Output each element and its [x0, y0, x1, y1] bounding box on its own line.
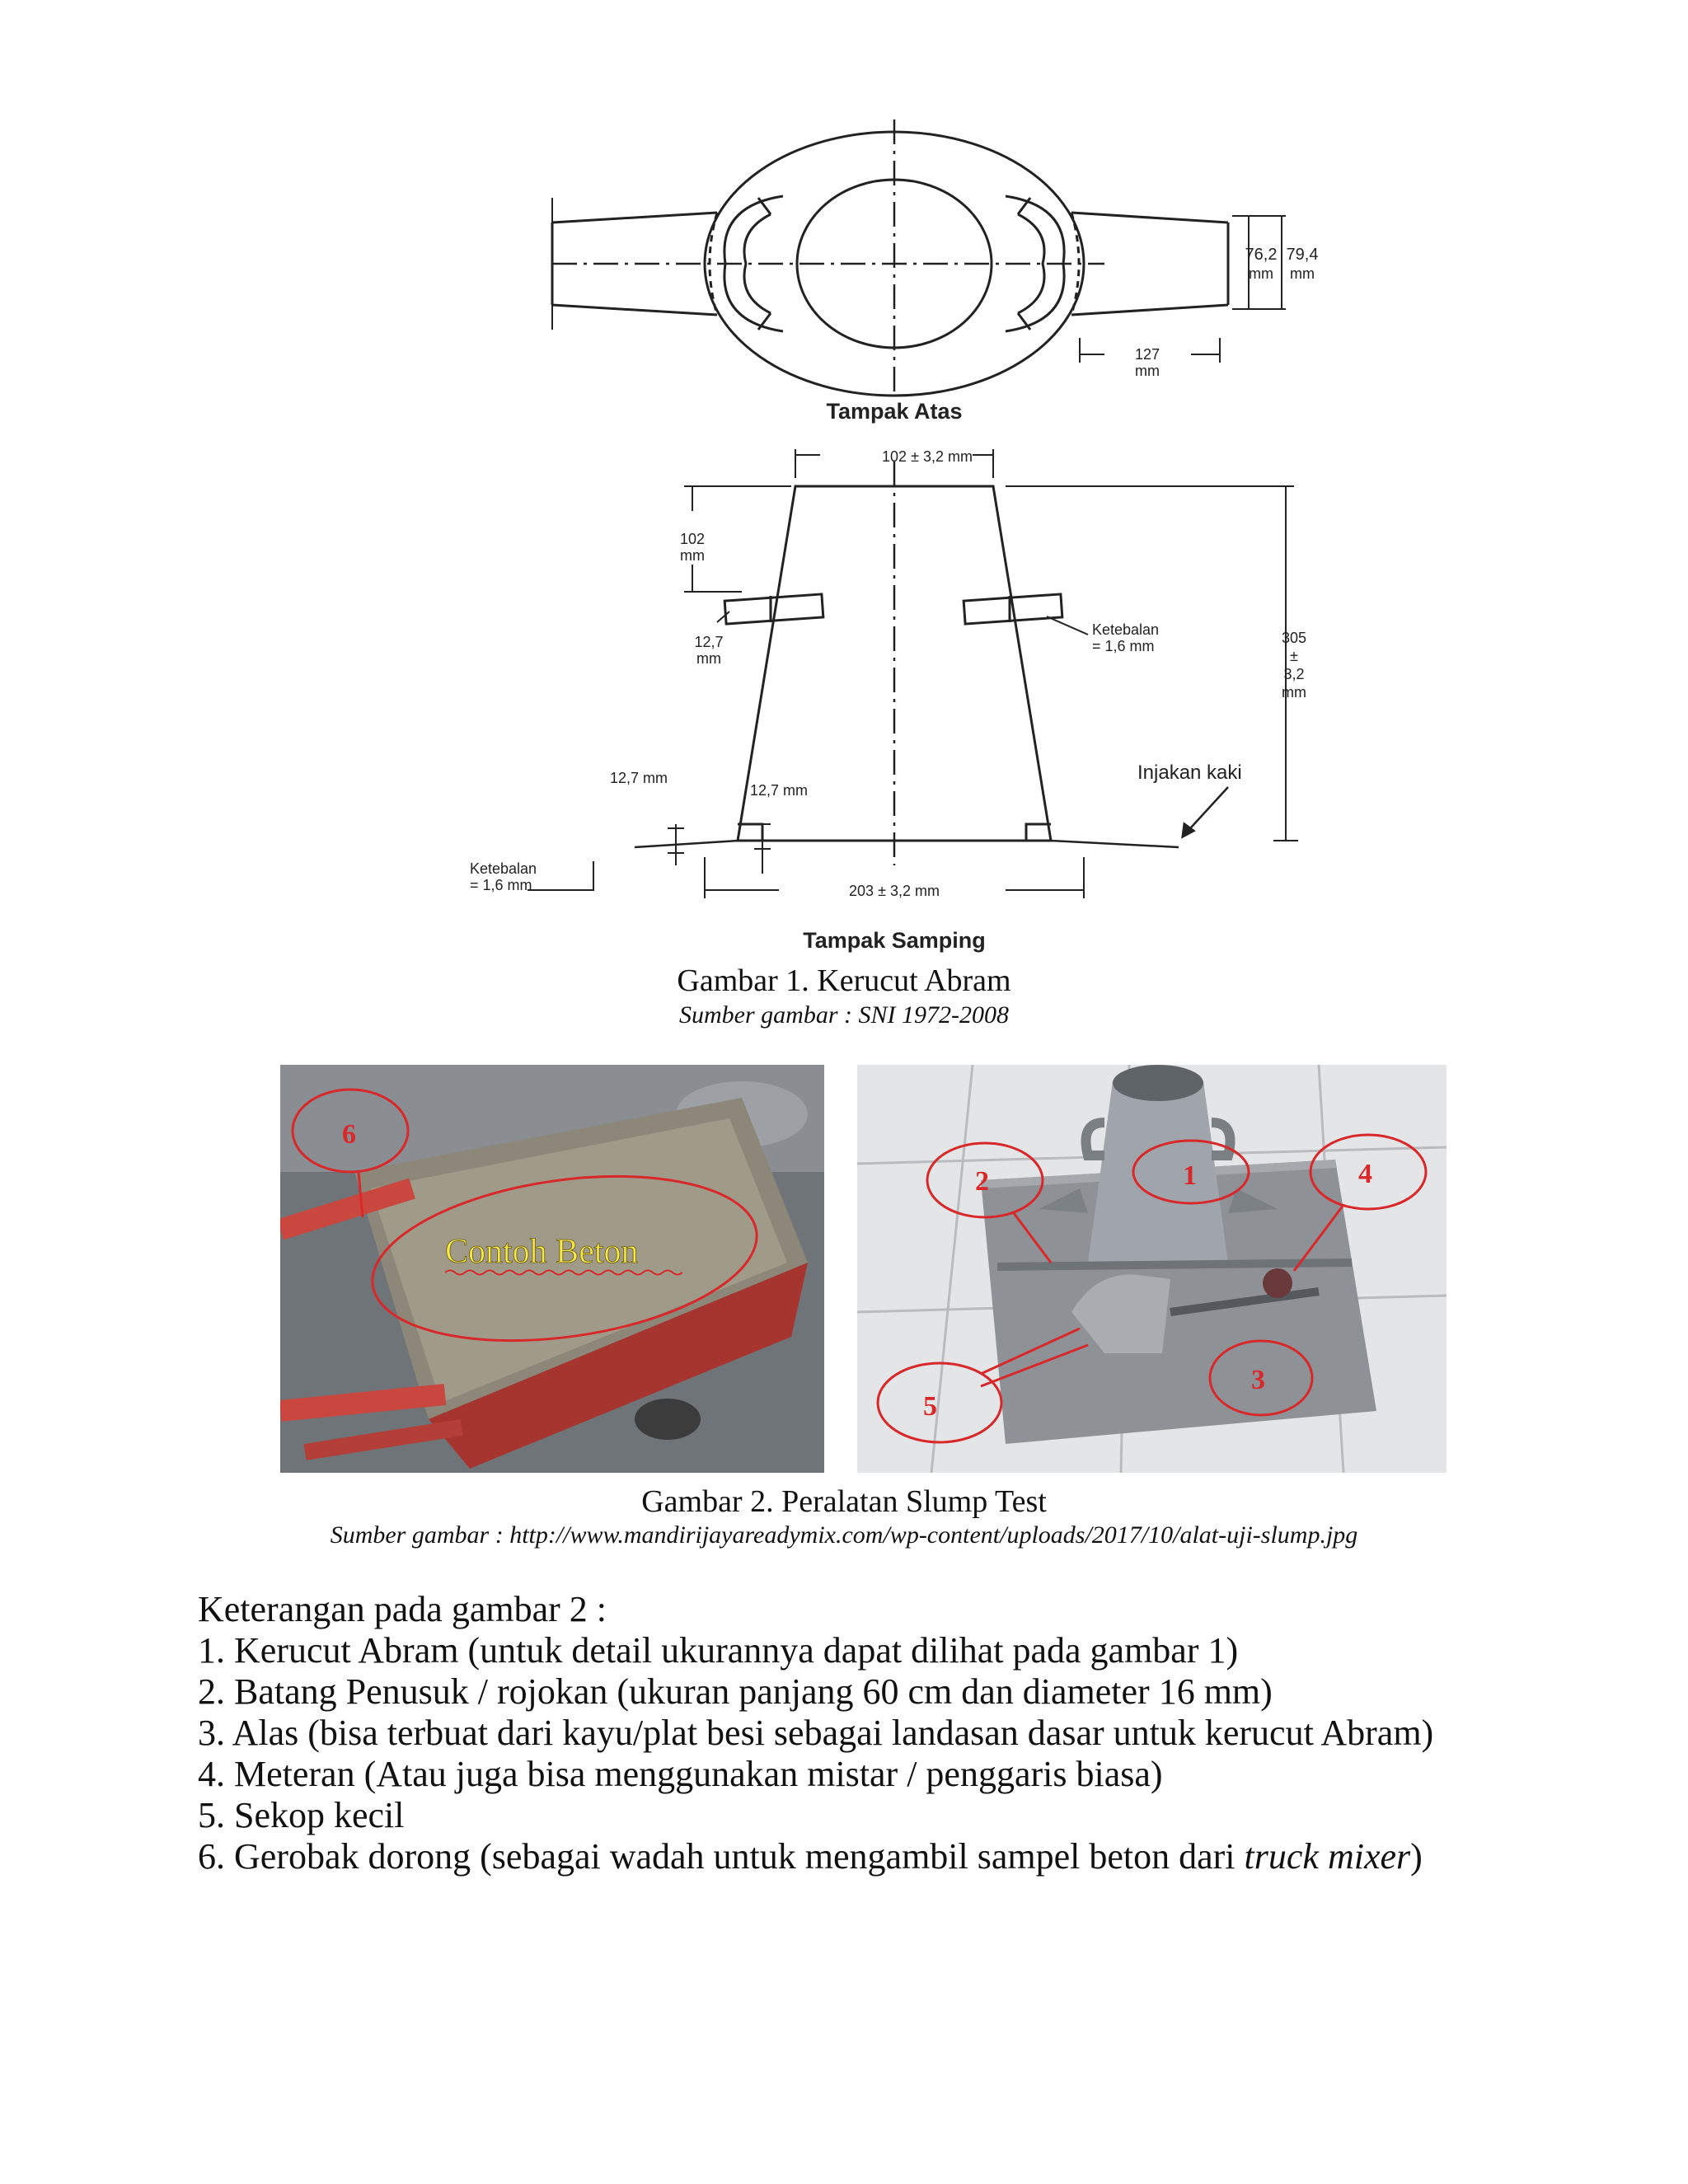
dim-12-7-mid: 12,7 mm	[750, 782, 809, 799]
dim-76-2-value: 76,2	[1245, 246, 1278, 264]
foot-label: Injakan kaki	[1137, 762, 1242, 784]
dim-305-pm: ±	[1290, 648, 1298, 664]
dim-bottom-width: 203 ± 3,2 mm	[849, 883, 940, 899]
legend-item-2: 2. Batang Penusuk / rojokan (ukuran panjang 60 cm dan diameter 16 mm)	[198, 1671, 1273, 1712]
thickness-label: Ketebalan	[1092, 621, 1160, 638]
thickness-label-bottom: Ketebalan	[470, 860, 537, 877]
marker-3: 3	[1251, 1365, 1265, 1395]
side-view-label: Tampak Samping	[803, 928, 986, 953]
legend-item-6-text: 6. Gerobak dorong (sebagai wadah untuk mengambil sampel beton dari	[198, 1836, 1245, 1877]
dim-305-value: 305	[1281, 630, 1307, 646]
legend-item-6-italic: truck mixer	[1244, 1836, 1411, 1877]
dim-79-4-value: 79,4	[1286, 246, 1319, 264]
marker-1: 1	[1183, 1160, 1197, 1191]
figure1-caption: Gambar 1. Kerucut Abram	[677, 963, 1011, 998]
dim-12-7-left: 12,7 mm	[610, 770, 668, 786]
marker-2: 2	[975, 1166, 989, 1197]
dim-12-7-handle-unit: mm	[696, 650, 721, 667]
dim-305-unit: mm	[1282, 684, 1306, 701]
thickness-value-bottom: = 1,6 mm	[470, 877, 532, 893]
legend-item-1: 1. Kerucut Abram (untuk detail ukurannya dapat dilihat pada gambar 1)	[198, 1630, 1239, 1671]
marker-4: 4	[1358, 1159, 1372, 1189]
dim-top-width: 102 ± 3,2 mm	[882, 448, 973, 465]
dim-79-4-unit: mm	[1290, 265, 1315, 282]
dim-76-2-unit: mm	[1249, 265, 1273, 282]
marker-5: 5	[923, 1391, 937, 1422]
figure2-legend	[198, 1589, 1582, 1877]
top-view-label: Tampak Atas	[826, 399, 963, 424]
legend-item-4: 4. Meteran (Atau juga bisa menggunakan mistar / penggaris biasa)	[198, 1754, 1163, 1794]
dim-305-tolerance: 3,2	[1283, 666, 1305, 682]
side-view-drawing	[528, 449, 1298, 898]
contoh-beton-label: Contoh Beton	[445, 1233, 639, 1271]
dim-12-7-handle-value: 12,7	[694, 634, 724, 650]
thickness-value: = 1,6 mm	[1092, 638, 1155, 654]
dim-102-value: 102	[679, 531, 706, 547]
legend-item-3: 3. Alas (bisa terbuat dari kayu/plat besi sebagai landasan dasar untuk kerucut Abram)	[198, 1713, 1434, 1753]
legend-title: Keterangan pada gambar 2 :	[198, 1589, 607, 1629]
figure2-source: Sumber gambar : http://www.mandirijayareadymix.com/wp-content/uploads/2017/10/alat-uji-slump.jpg	[330, 1521, 1358, 1549]
dim-127-value: 127	[1134, 346, 1160, 363]
figure2-caption: Gambar 2. Peralatan Slump Test	[641, 1484, 1047, 1519]
wheelbarrow-photo	[280, 1065, 824, 1473]
dim-102-unit: mm	[680, 547, 705, 564]
legend-item-5: 5. Sekop kecil	[198, 1795, 405, 1835]
slump-test-equipment-photo	[857, 1065, 1447, 1473]
top-view-drawing	[552, 120, 1286, 396]
legend-item-6-suffix: )	[1410, 1836, 1423, 1877]
dim-127-unit: mm	[1135, 363, 1160, 379]
figure1-source: Sumber gambar : SNI 1972-2008	[679, 1001, 1009, 1029]
abram-cone-technical-drawing	[445, 107, 1352, 964]
marker-6: 6	[342, 1119, 356, 1150]
legend-item-6	[198, 1836, 1582, 1877]
